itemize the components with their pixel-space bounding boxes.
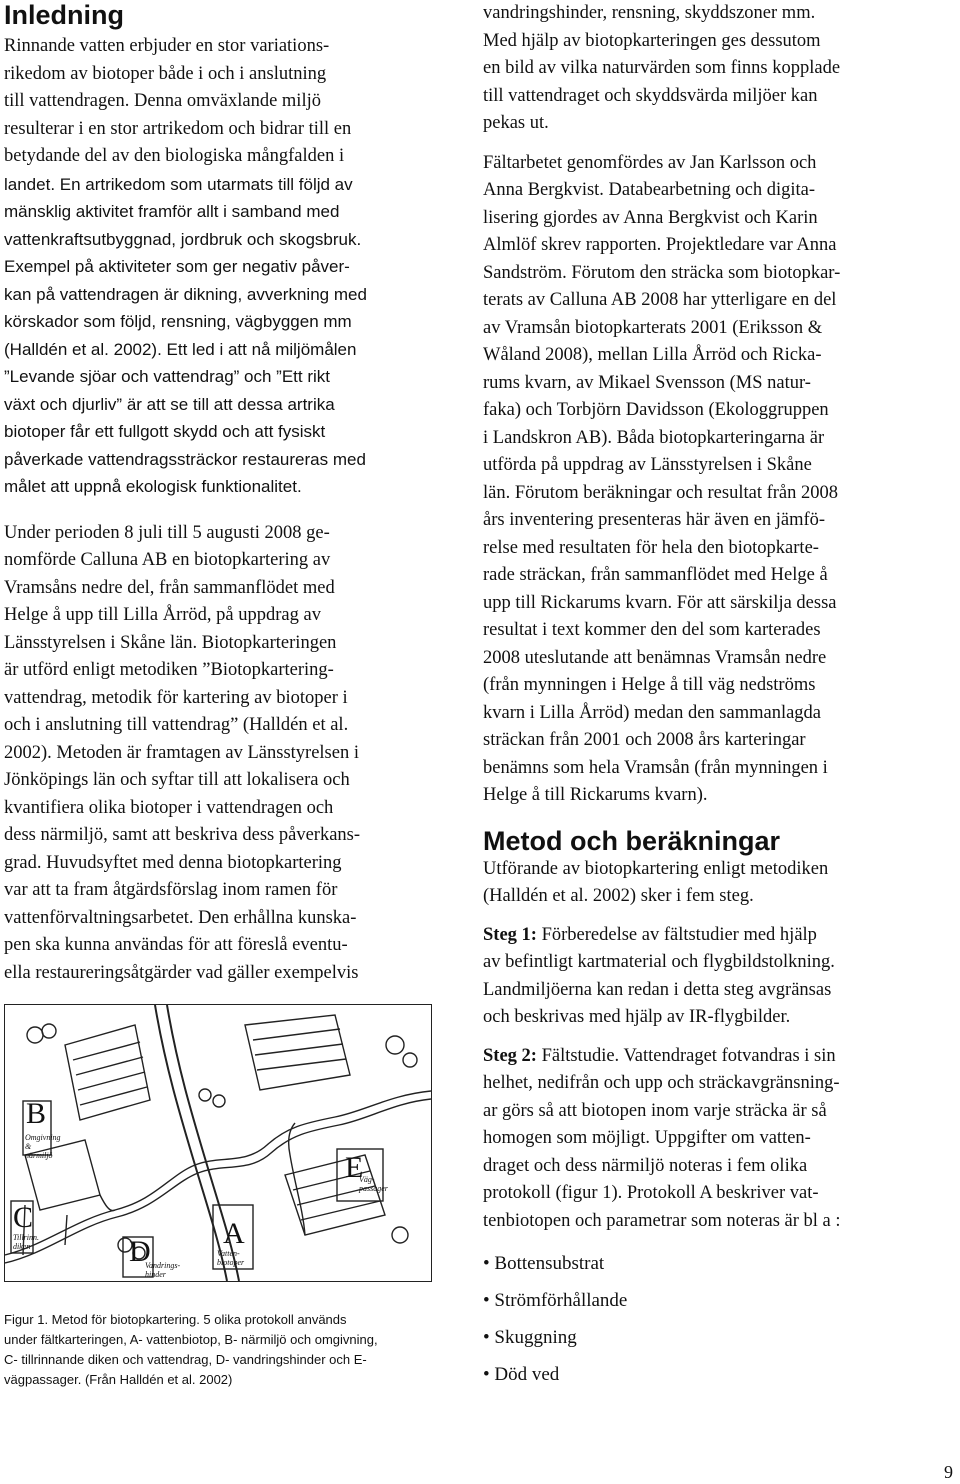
intro-paragraph (4, 33, 436, 501)
text-line: vandringshinder, rensning, skyddszoner mm. (483, 3, 816, 23)
figure-note-c: Tillrinn. diken (13, 1233, 40, 1251)
text-line: Helge å upp till Lilla Årröd, på uppdrag av (4, 605, 321, 625)
figure-label-a: A (223, 1217, 245, 1250)
parameter-bullet-list (483, 1245, 943, 1393)
bullet-item: • Skuggning (483, 1327, 577, 1348)
figure-note-a: Vatten-biotoper (217, 1249, 245, 1267)
text-line: Fältarbetet genomfördes av Jan Karlsson och (483, 152, 817, 173)
text-line: dess närmiljö, samt att beskriva dess påverkans- (4, 825, 361, 845)
text-line: lisering gjordes av Anna Bergkvist och Karin (483, 207, 818, 228)
text-line: påverkade vattendragssträckor restaureras med (4, 449, 366, 469)
text-line: län. Förutom beräkningar och resultat från 2008 (483, 482, 838, 503)
text-line: landet. En artrikedom som utarmats till följd av (4, 174, 353, 194)
figure-note-b: Omgivning & närmiljö (25, 1133, 61, 1160)
text-line: Landmiljöerna kan redan i detta steg avgränsas (483, 979, 832, 1000)
text-line: betydande del av den biologiska mångfalden i (4, 146, 345, 166)
text-line: sträckan från 2001 och 2008 års karteringar (483, 730, 806, 750)
text-line: var att ta fram åtgärdsförslag inom ramen för (4, 880, 338, 900)
text-line: till vattendraget och skyddsvärda miljöer kan (483, 85, 818, 106)
bullet-text: Bottensubstrat (494, 1253, 605, 1274)
step-2-paragraph (483, 1043, 943, 1236)
caption-line: Figur 1. Metod för biotopkartering. 5 olika protokoll används (4, 1312, 347, 1327)
text-line: Utförande av biotopkartering enligt metodiken (483, 858, 829, 879)
text-line: utförda på uppdrag av Länsstyrelsen i Skåne (483, 455, 812, 475)
caption-line: vägpassager. (Från Halldén et al. 2002) (4, 1372, 233, 1387)
left-column (4, 0, 436, 987)
text-line: 2008 uteslutande att benämnas Vramsån nedre (483, 647, 827, 668)
heading-metod: Metod och beräkningar (483, 825, 781, 856)
text-line: ar görs så att biotopen inom varje sträcka är så (483, 1100, 827, 1121)
period-paragraph (4, 520, 436, 988)
text-line: av befintligt kartmaterial och flygbildstolkning. (483, 952, 835, 972)
text-line: Rinnande vatten erbjuder en stor variations- (4, 36, 330, 56)
text-line: Wåland 2008), mellan Lilla Årröd och Ricka- (483, 345, 822, 365)
text-line: (Halldén et al. 2002) sker i fem steg. (483, 886, 754, 906)
method-intro (483, 856, 943, 911)
text-line: och beskrivas med hjälp av IR-flygbilder. (483, 1007, 791, 1027)
text-line: pen ska kunna användas för att föreslå eventu- (4, 935, 348, 955)
text-line: rade sträckan, från sammanflödet med Helge å (483, 565, 828, 585)
biotope-sketch (5, 1005, 431, 1281)
text-line: benämns som hela Vramsån (från mynningen i (483, 757, 828, 778)
text-line: helhet, nedifrån och upp och sträckavgränsning- (483, 1073, 840, 1093)
text-line: ”Levande sjöar och vattendrag” och ”Ett rikt (4, 367, 330, 386)
text-line: av Vramsån biotopkarterats 2001 (Eriksson & (483, 317, 823, 338)
text-line: pekas ut. (483, 113, 549, 133)
step-2-text: Fältstudie. Vattendraget fotvandras i sin (536, 1045, 836, 1066)
text-line: vattendrag, metodik för kartering av biotoper i (4, 687, 348, 708)
text-line: tenbiotopen och parametrar som noteras är bl a : (483, 1210, 841, 1231)
text-line: kvantifiera olika biotoper i vattendragen och (4, 797, 334, 818)
bullet-text: Skuggning (494, 1327, 577, 1348)
text-line: i Landskron AB). Båda biotopkarteringarna är (483, 427, 825, 448)
text-line: kan på vattendragen är dikning, avverkning med (4, 284, 367, 304)
step-2-label: Steg 2: (483, 1045, 537, 1066)
text-line: en bild av vilka naturvärden som finns kopplade (483, 58, 841, 78)
text-line: rums kvarn, av Mikael Svensson (MS natur- (483, 372, 811, 393)
step-1-paragraph (483, 922, 943, 1032)
step-1-label: Steg 1: (483, 924, 537, 945)
text-line: Jönköpings län och syftar till att lokalisera och (4, 770, 350, 790)
step-1-text: Förberedelse av fältstudier med hjälp (536, 924, 817, 945)
text-line: grad. Huvudsyftet med denna biotopkartering (4, 852, 342, 873)
text-line: Helge å till Rickarums kvarn). (483, 785, 708, 805)
text-line: nomförde Calluna AB en biotopkartering av (4, 550, 331, 570)
text-line: och i anslutning till vattendrag” (Halldén et al. (4, 715, 349, 735)
right-column (483, 0, 943, 1393)
caption-line: under fältkarteringen, A- vattenbiotop, B- närmiljö och omgivning, (4, 1332, 378, 1347)
text-line: 2002). Metoden är framtagen av Länsstyrelsen i (4, 742, 359, 763)
text-line: ella restaureringsåtgärder vad gäller exempelvis (4, 962, 359, 983)
text-line: körskador som följd, rensning, vägbyggen mm (4, 312, 352, 331)
figure-note-d: Vandrings-hinder (145, 1261, 181, 1279)
bullet-text: Död ved (494, 1364, 560, 1385)
figure-label-b: B (26, 1097, 47, 1130)
text-line: till vattendragen. Denna omväxlande miljö (4, 91, 321, 111)
page-number: 9 (944, 1462, 953, 1482)
text-line: terats av Calluna AB 2008 har ytterligare en del (483, 290, 837, 310)
text-line: vattenkraftsutbyggnad, jordbruk och skogsbruk. (4, 229, 362, 249)
figure-note-e: Väg-passager (359, 1175, 388, 1193)
text-line: homogen som möjligt. Uppgifter om vatten- (483, 1128, 811, 1148)
text-line: relse med resultaten för hela den biotopkarte- (483, 537, 819, 558)
heading-inledning: Inledning (4, 0, 124, 30)
bullet-item: • Död ved (483, 1364, 560, 1385)
figure-1-illustration (4, 1004, 432, 1282)
text-line (483, 1043, 943, 1071)
text-line: Under perioden 8 juli till 5 augusti 2008 ge- (4, 522, 330, 543)
text-line: Exempel på aktiviteter som ger negativ påver- (4, 257, 350, 276)
text-line: Sandström. Förutom den sträcka som biotopkar- (483, 262, 841, 283)
bullet-text: Strömförhållande (494, 1290, 628, 1311)
text-line: vattenförvaltningsarbetet. Den erhållna kunska- (4, 907, 357, 928)
text-line: (Halldén et al. 2002). Ett led i att nå miljömålen (4, 339, 357, 359)
text-line: upp till Rickarums kvarn. För att särskilja dessa (483, 592, 837, 613)
text-line: är utförd enligt metodiken ”Biotopkartering- (4, 660, 334, 680)
text-line: resultat i text kommer den del som karterades (483, 620, 821, 640)
text-line: Vramsåns nedre del, från sammanflödet med (4, 577, 335, 598)
text-line: draget och dess närmiljö noteras i fem olika (483, 1155, 808, 1176)
text-line: (från mynningen i Helge å till väg nedströms (483, 675, 816, 695)
text-line: växt och djurliv” är att se till att dessa artrika (4, 394, 335, 414)
text-line: Med hjälp av biotopkarteringen ges dessutom (483, 30, 821, 51)
text-line: Länsstyrelsen i Skåne län. Biotopkarteringen (4, 632, 337, 653)
text-line: Almlöf skrev rapporten. Projektledare var Anna (483, 235, 837, 255)
bullet-item: • Strömförhållande (483, 1290, 628, 1311)
caption-line: C- tillrinnande diken och vattendrag, D- vandringshinder och E- (4, 1352, 367, 1367)
text-line: faka) och Torbjörn Davidsson (Ekologgruppen (483, 400, 829, 420)
figure-label-c: C (13, 1201, 34, 1234)
text-line: biotoper får ett fullgott skydd och att fysiskt (4, 422, 326, 441)
figure-label-e: E (345, 1151, 364, 1184)
text-line: rikedom av biotoper både i och i anslutning (4, 63, 327, 84)
figure-caption (4, 1310, 444, 1390)
text-line: kvarn i Lilla Årröd) medan den sammanlagda (483, 702, 822, 723)
text-line (483, 922, 943, 950)
text-line: protokoll (figur 1). Protokoll A beskriver vat- (483, 1183, 819, 1203)
continued-paragraph (483, 0, 943, 138)
bullet-item: • Bottensubstrat (483, 1253, 605, 1274)
fieldwork-paragraph (483, 150, 943, 810)
text-line: målet att uppnå ekologisk funktionalitet. (4, 477, 302, 496)
text-line: resulterar i en stor artrikedom och bidrar till en (4, 118, 352, 139)
text-line: mänsklig aktivitet framför allt i samband med (4, 202, 340, 221)
figure-label-d: D (129, 1235, 151, 1268)
text-line: års inventering presenteras här även en jämfö- (483, 510, 826, 530)
text-line: Anna Bergkvist. Databearbetning och digita- (483, 180, 816, 200)
